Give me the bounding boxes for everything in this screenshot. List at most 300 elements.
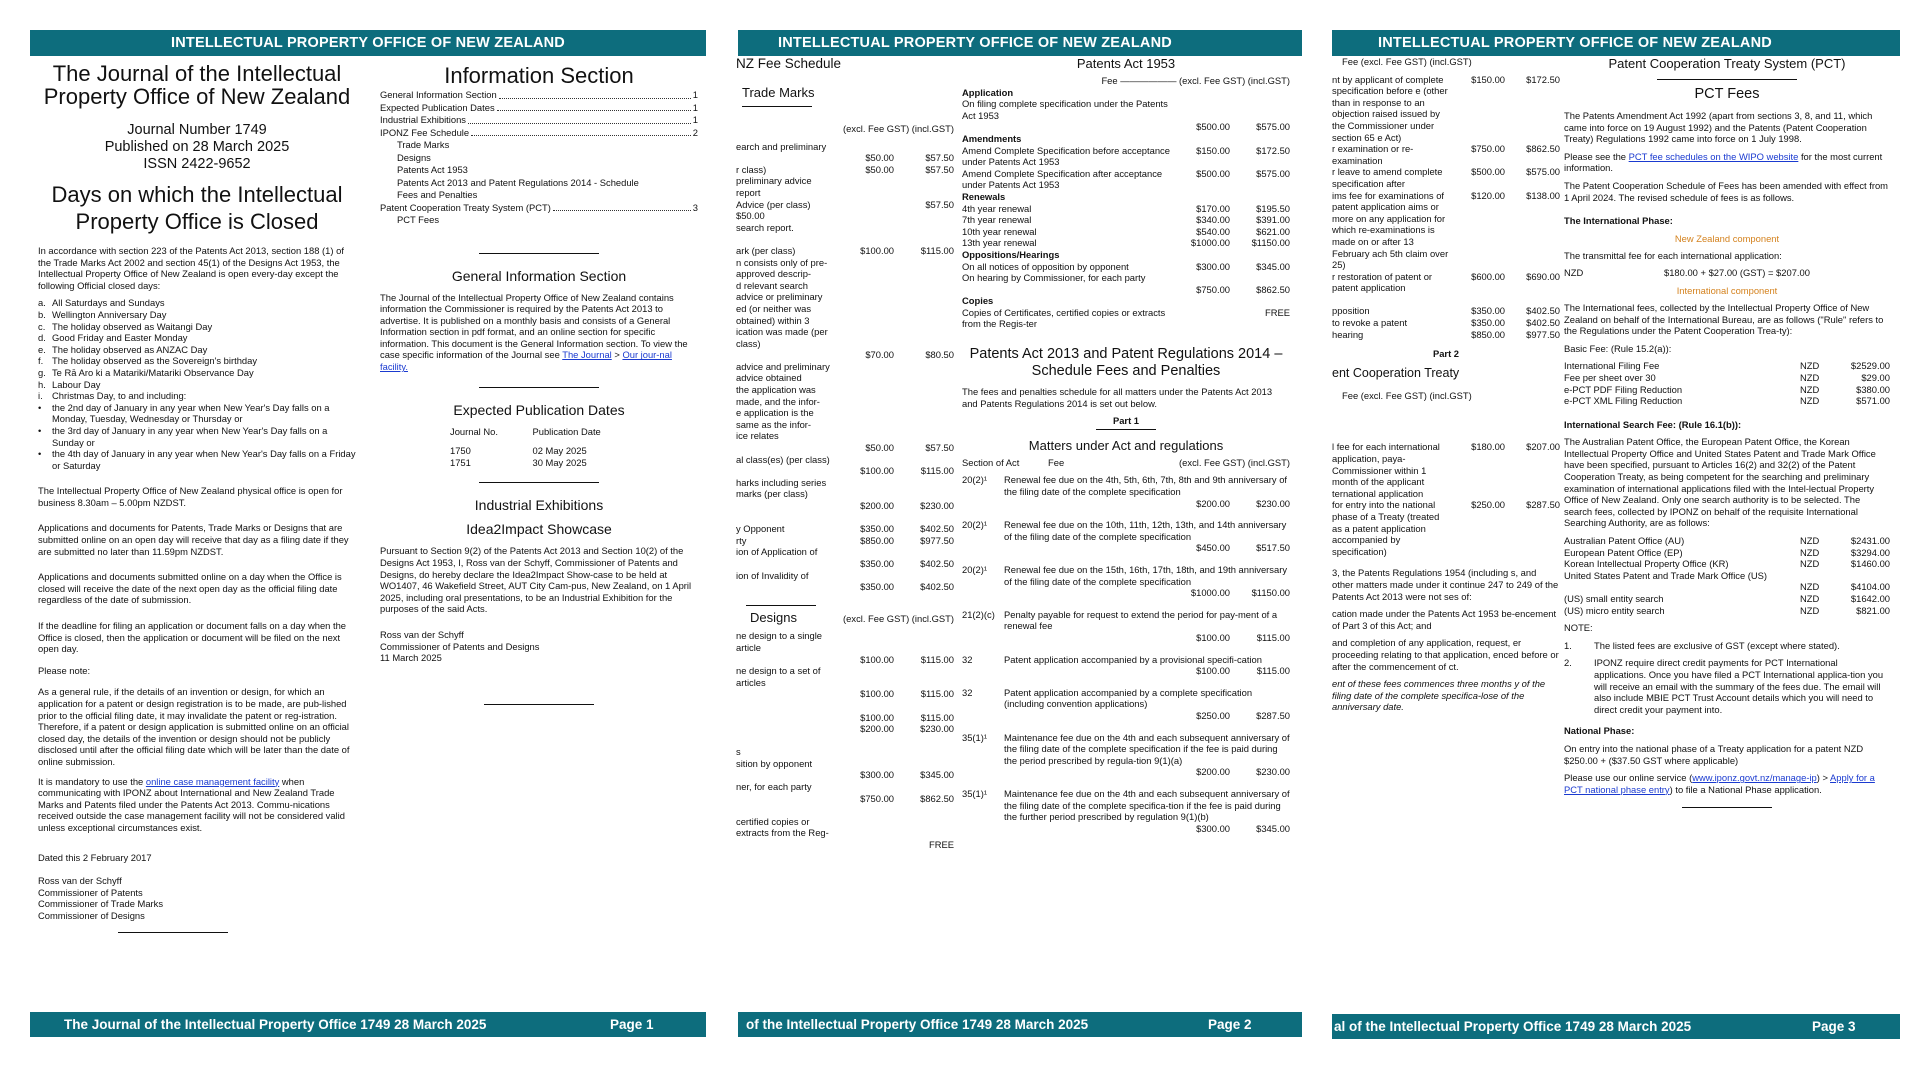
- fee-row: [736, 141, 954, 153]
- fee-incl-gst: [1230, 191, 1290, 203]
- page3-left-column: [1332, 56, 1560, 719]
- fee-description: for entry into the national phase of a Treaty (treated as a patent application accompanied by specification): [1332, 499, 1440, 557]
- notes: [1564, 640, 1890, 716]
- fee-description: d relevant search advice or preliminary: [736, 279, 823, 303]
- page-header: INTELLECTUAL PROPERTY OFFICE OF NEW ZEALAND: [738, 30, 1302, 56]
- trade-marks-title: Trade Marks: [742, 85, 815, 100]
- fee-row: [736, 512, 954, 524]
- fee-row: [736, 454, 954, 466]
- fee-description: r leave to amend complete specification after: [1332, 166, 1443, 189]
- list-marker: h.: [38, 378, 46, 390]
- page2-right-column: [962, 56, 1290, 844]
- divider: [746, 605, 816, 606]
- currency: NZD: [1800, 395, 1820, 407]
- fee-description: the application was made, and the infor-: [736, 384, 820, 407]
- fee-excl-gst: $150.00: [1471, 73, 1505, 85]
- fee-incl-gst: $402.50: [920, 523, 954, 535]
- toc-entry: [380, 189, 698, 202]
- fee-description: Copies: [962, 295, 994, 307]
- fee-excl-gst: $100.00: [860, 244, 894, 256]
- fee-row: [736, 222, 954, 234]
- fee-incl-gst: [1230, 133, 1290, 145]
- please-note: Please note:: [38, 664, 91, 676]
- apply-pct-national-phase-link[interactable]: Apply for a PCT national phase entry: [1564, 772, 1875, 795]
- note-number: 1.: [1564, 639, 1572, 651]
- fee-excl-gst: $200.00: [1196, 766, 1230, 778]
- closed-day-text: the 3rd day of January in any year when New Year's Day falls on a Sunday or: [52, 424, 328, 448]
- fee-row: [1564, 384, 1890, 396]
- currency: NZD: [1800, 581, 1820, 593]
- fee-description: r restoration of patent or patent application: [1332, 270, 1433, 294]
- fee-excl-gst: $200.00: [860, 723, 894, 735]
- fee-amount: $1642.00: [1850, 593, 1890, 604]
- fee-incl-gst: [894, 257, 954, 280]
- fee-label: (US) micro entity search: [1564, 604, 1665, 616]
- fee-excl-gst: $250.00: [1196, 709, 1230, 721]
- toc-entry: [380, 114, 698, 127]
- national-phase-text: On entry into the national phase of a Treaty application for a patent NZD $250.00 + ($37.50 GST where applicable): [1564, 742, 1864, 766]
- fee-incl-gst: [894, 233, 954, 245]
- fee-excl-gst: $100.00: [860, 711, 894, 723]
- fee-description: ne design to a set of articles: [736, 665, 821, 688]
- list-marker: i.: [38, 390, 43, 402]
- currency: NZD: [1800, 371, 1820, 383]
- page2-left-column: [736, 56, 954, 857]
- trade-marks-fees: [736, 141, 954, 593]
- page-footer: [738, 1012, 1302, 1037]
- fee-incl-gst: $345.00: [1256, 260, 1290, 272]
- fee-row: [962, 98, 1290, 121]
- fee-incl-gst: [894, 758, 954, 770]
- fee-row: [1564, 535, 1890, 547]
- fee-incl-gst: $230.00: [920, 723, 954, 735]
- fee-row: [962, 203, 1290, 215]
- fee-incl-gst: $862.50: [1256, 283, 1290, 295]
- list-marker: a.: [38, 297, 46, 309]
- fee-row: [962, 295, 1290, 307]
- fee-excl-gst: $50.00: [865, 442, 894, 454]
- fee-description: 7th year renewal: [962, 214, 1032, 226]
- toc-entry-title: PCT Fees: [397, 214, 440, 225]
- toc-entry-title: Designs: [397, 151, 431, 163]
- fee-description: Amend Complete Specification before acceptance under Patents Act 1953: [962, 144, 1170, 168]
- fee-row: [962, 121, 1290, 133]
- fee-excl-gst: [1170, 133, 1230, 145]
- fee-row: [962, 145, 1290, 168]
- fee-description: Copies of Certificates, certified copies or extracts from the Regis-ter: [962, 306, 1166, 330]
- fee-excl-gst: $350.00: [1471, 305, 1505, 317]
- fee-description: earch and preliminary: [736, 140, 827, 152]
- issn: ISSN 2422-9652: [143, 156, 251, 172]
- divider: [484, 704, 594, 705]
- search-fee-text: The Australian Patent Office, the European Patent Office, the Korean Intellectual Property Office and United States Patent and Trade Mark Office have been specified, pursuant to Articles 16(2) and 32(2) of the Patent Cooperation Treaty, as being competent for the searching and preliminary examination of international applications filed with the Intel-lectual Property Office of New Zealand. Only one search authority is to be selected. The search fees, collected by IPONZ on behalf of the requisite International Searching Authority, are as follows:: [1564, 436, 1876, 529]
- fee-incl-gst: [894, 735, 954, 747]
- list-marker: c.: [38, 320, 46, 332]
- fee-description: [736, 839, 834, 851]
- page1-left-column: [38, 62, 356, 939]
- table-cell: 1751: [450, 456, 471, 468]
- toc-entry-title: Patents Act 2013 and Patent Regulations 2014 - Schedule: [397, 176, 639, 188]
- fee-header: Fee (excl. Fee GST) (incl.GST): [1342, 389, 1472, 401]
- matters-description-block: [1004, 788, 1290, 834]
- closed-day-text: Te Rā Aro ki a Matariki/Matariki Observance Day: [52, 366, 254, 378]
- fee-row: [736, 199, 954, 222]
- patents-act-1953-title: Patents Act 1953: [1076, 56, 1176, 71]
- fee-excl-gst: $750.00: [1196, 283, 1230, 295]
- expected-publication-title: Expected Publication Dates: [453, 401, 625, 418]
- toc-page-number: 1: [692, 114, 698, 125]
- fee-incl-gst: [894, 175, 954, 198]
- fee-row: [736, 384, 954, 407]
- the-journal-link[interactable]: The Journal: [562, 349, 612, 361]
- toc-page-number: 2: [692, 126, 698, 138]
- intl-component-label: International component: [1676, 284, 1778, 296]
- table-row: [450, 445, 650, 457]
- closed-day-text: the 4th day of January in any year when New Year's Day falls on a Friday or Saturday: [52, 448, 356, 471]
- fee-description: ion of Invalidity of: [736, 569, 809, 581]
- fee-amount: $4104.00: [1850, 581, 1890, 593]
- fee-description: [736, 500, 834, 512]
- matters-description-block: [1004, 732, 1290, 778]
- fee-row: [962, 237, 1290, 249]
- closed-day-item: [38, 402, 356, 425]
- toc-entry-title: Industrial Exhibitions: [380, 114, 466, 125]
- note-label: NOTE:: [1564, 622, 1593, 634]
- fee-excl-gst: $600.00: [1471, 270, 1505, 282]
- fee-row: [736, 233, 954, 245]
- wipo-fee-schedules-link[interactable]: PCT fee schedules on the WIPO website: [1628, 150, 1799, 162]
- fee-excl-gst: [1170, 87, 1230, 99]
- fee-incl-gst: [894, 326, 954, 349]
- matters-header: Section of Act Fee (excl. Fee GST) (incl.GST): [962, 456, 1290, 468]
- fee-incl-gst: $862.50: [920, 792, 954, 804]
- fee-excl-gst: [1450, 294, 1505, 306]
- fee-description: nt by applicant of complete specification before e (other than in response to an objection raised issued by the Commissioner under section 65 e Act): [1332, 73, 1448, 143]
- list-marker: g.: [38, 366, 46, 378]
- fee-row: [1332, 74, 1560, 144]
- online-case-management-link[interactable]: online case management facility: [145, 775, 280, 787]
- fee-excl-gst: [834, 257, 894, 280]
- fee-incl-gst: [1230, 295, 1290, 307]
- fee-incl-gst: [894, 477, 954, 500]
- fee-excl-gst: [834, 303, 894, 326]
- signature-line: Commissioner of Patents: [38, 886, 143, 898]
- matters-description-block: [1004, 564, 1290, 599]
- fee-row: [1332, 166, 1560, 189]
- toc-entry: [380, 202, 698, 215]
- fee-incl-gst: $391.00: [1256, 214, 1290, 226]
- fee-incl-gst: [894, 430, 954, 442]
- fee-excl-gst: $340.00: [1196, 214, 1230, 226]
- fee-row: [736, 712, 954, 724]
- fee-description: ion of Application of: [736, 546, 818, 558]
- fee-description: r class): [736, 163, 767, 175]
- fee-incl-gst: $138.00: [1526, 189, 1560, 201]
- toc-entry-title: Fees and Penalties: [397, 189, 478, 200]
- fee-excl-gst: [834, 746, 894, 758]
- divider: [479, 387, 599, 388]
- fee-amount: $2529.00: [1850, 360, 1890, 372]
- matters-title: Matters under Act and regulations: [1028, 437, 1224, 453]
- fee-amount: $3294.00: [1850, 546, 1890, 558]
- fee-description: l fee for each international application, paya-Commissioner within 1 month of the applicant ternational application: [1332, 441, 1440, 499]
- fee-excl-gst: [834, 546, 894, 558]
- fee-row: [1564, 570, 1890, 582]
- fee-description: [736, 442, 834, 454]
- fee-row: [962, 249, 1290, 261]
- fee-description: [736, 712, 834, 724]
- fee-description: ice relates: [736, 430, 779, 442]
- fee-excl-gst: [834, 570, 894, 582]
- page-number: Page 3: [1812, 1019, 1856, 1034]
- fee-row: [962, 191, 1290, 203]
- days-closed-title: Days on which the Intellectual Property Office is Closed: [51, 182, 343, 234]
- matters-values: [1004, 542, 1290, 554]
- fee-row: [962, 133, 1290, 145]
- table-row: [450, 457, 650, 469]
- currency: NZD: [1800, 546, 1820, 558]
- fee-row: [736, 407, 954, 430]
- matters-values: [1004, 766, 1290, 778]
- fee-description: [736, 349, 834, 361]
- divider: [1657, 79, 1797, 80]
- toc-entry: [380, 177, 698, 190]
- fee-incl-gst: FREE: [928, 839, 954, 851]
- fee-excl-gst: [834, 477, 894, 500]
- fee-excl-gst: $180.00: [1471, 441, 1505, 453]
- fee-row: [736, 442, 954, 454]
- fee-row: [962, 226, 1290, 238]
- fee-incl-gst: $690.00: [1526, 270, 1560, 282]
- fee-row: [736, 152, 954, 164]
- list-marker: d.: [38, 332, 46, 344]
- fee-incl-gst: $575.00: [1526, 166, 1560, 178]
- fee-incl-gst: [894, 303, 954, 326]
- toc-entry-title: IPONZ Fee Schedule: [380, 126, 470, 138]
- toc-entry: [380, 89, 698, 102]
- fee-label: Australian Patent Office (AU): [1564, 535, 1685, 547]
- matters-description: Patent application accompanied by a provisional specifi-cation: [1004, 653, 1262, 665]
- footer-journal: al of the Intellectual Property Office 1749 28 March 2025: [1334, 1019, 1692, 1034]
- column-header: Publication Date: [532, 425, 601, 437]
- fee-row: [736, 303, 954, 326]
- online-service-text: Please use our online service (www.iponz.govt.nz/manage-ip) > Apply for a PCT national phase entry) to file a National Phase application.: [1564, 772, 1875, 795]
- expected-publication-table: [450, 426, 650, 469]
- fee-excl-gst: $850.00: [1471, 328, 1505, 340]
- toc-page-number: 1: [692, 101, 698, 113]
- closed-day-item: [38, 332, 356, 344]
- matters-row: [962, 732, 1290, 778]
- fee-description: ner, for each party: [736, 781, 812, 793]
- journal-number: Journal Number 1749: [127, 122, 267, 138]
- fee-row: [736, 361, 954, 384]
- fee-incl-gst: $172.50: [1256, 144, 1290, 156]
- fee-excl-gst: [1170, 249, 1230, 261]
- matters-description-block: [1004, 474, 1290, 509]
- fee-description: [1332, 294, 1450, 306]
- page-2: [730, 0, 1330, 1080]
- fee-description: hearing: [1332, 328, 1364, 340]
- fee-excl-gst: [834, 839, 894, 851]
- fee-row: [1332, 441, 1560, 499]
- fee-incl-gst: $621.00: [1256, 225, 1290, 237]
- fee-description: [736, 233, 834, 245]
- list-marker: •: [38, 424, 42, 436]
- matters-values: [1004, 665, 1290, 677]
- fee-row: [1332, 317, 1560, 329]
- page-1: [0, 0, 720, 1080]
- fee-description: pposition: [1332, 305, 1370, 317]
- fee-excl-gst: [1170, 307, 1230, 330]
- fee-amount: $380.00: [1856, 383, 1890, 395]
- fee-incl-gst: [894, 665, 954, 688]
- closed-day-text: The holiday observed as ANZAC Day: [52, 343, 208, 355]
- toc-entry-title: Patent Cooperation Treaty System (PCT): [380, 201, 551, 213]
- currency: NZD: [1800, 360, 1820, 372]
- fee-incl-gst: $575.00: [1256, 167, 1290, 179]
- fee-incl-gst: $115.00: [920, 653, 954, 665]
- fee-incl-gst: $345.00: [920, 769, 954, 781]
- fee-excl-gst: [834, 222, 894, 234]
- fee-row: [736, 535, 954, 547]
- fee-excl-gst: [834, 454, 894, 466]
- fee-incl-gst: [1230, 272, 1290, 284]
- basic-fee-label: Basic Fee: (Rule 15.2(a)):: [1564, 342, 1672, 354]
- fee-excl-gst: [834, 233, 894, 245]
- note-item: [1564, 640, 1890, 652]
- intl-fees-text: The International fees, collected by the Intellectual Property Office of New Zealand on behalf of the International Bureau, are as follows ("Rule" refers to the Regulations under the Patent Cooperation Trea-ty):: [1564, 301, 1884, 337]
- fee-excl-gst: $850.00: [860, 534, 894, 546]
- closed-day-item: [38, 379, 356, 391]
- iponz-manage-ip-link[interactable]: www.iponz.govt.nz/manage-ip: [1692, 772, 1817, 784]
- section-of-act: 20(2)¹: [962, 564, 988, 575]
- signature-line: Commissioner of Patents and Designs: [380, 640, 540, 652]
- matters-row: [962, 654, 1290, 677]
- page-header: INTELLECTUAL PROPERTY OFFICE OF NEW ZEALAND: [30, 30, 706, 56]
- fee-row: [1332, 329, 1560, 341]
- international-phase-title: The International Phase:: [1564, 215, 1673, 227]
- fee-incl-gst: $230.00: [920, 500, 954, 511]
- fee-incl-gst: [894, 454, 954, 466]
- fee-excl-gst: [834, 199, 894, 222]
- fee-excl-gst: $100.00: [860, 688, 894, 700]
- fee-description: [736, 688, 834, 700]
- fee-label: United States Patent and Trade Mark Office (US): [1564, 569, 1768, 581]
- fee-label: Fee per sheet over 30: [1564, 371, 1656, 383]
- fee-excl-gst: $150.00: [1196, 144, 1230, 156]
- section-of-act: 32: [962, 686, 973, 698]
- fee-row: [736, 477, 954, 500]
- fee-incl-gst: $207.00: [1526, 441, 1560, 453]
- fee-row: [736, 735, 954, 747]
- closed-day-item: [38, 344, 356, 356]
- basic-fees: [1564, 360, 1890, 406]
- signature-line: Ross van der Schyff: [38, 875, 122, 887]
- page-footer: [1332, 1014, 1900, 1039]
- para-mandatory: It is mandatory to use the online case management facility when communicating with IPONZ about International and New Zealand Trade Marks and Patents filed under the Patents Act 2013. Commu-nications received outside the case management facility will not be considered valid unless exceptional circumstances exist.: [38, 775, 345, 833]
- fee-description: [736, 804, 834, 816]
- fee-excl-gst: [834, 326, 894, 349]
- currency: NZD: [1800, 383, 1820, 395]
- fee-row: [736, 746, 954, 758]
- footer-journal: The Journal of the Intellectual Property Office 1749 28 March 2025: [64, 1017, 487, 1032]
- matters-row: [962, 788, 1290, 834]
- fee-incl-gst: $115.00: [1256, 665, 1290, 677]
- fee-row: [736, 465, 954, 477]
- toc-dots: [497, 102, 691, 112]
- fee-label: European Patent Office (EP): [1564, 546, 1683, 558]
- list-marker: f.: [38, 355, 44, 367]
- fee-excl-gst: $170.00: [1196, 202, 1230, 214]
- list-marker: e.: [38, 343, 46, 355]
- note-item: [1564, 657, 1890, 715]
- fee-amount: $571.00: [1856, 395, 1890, 407]
- fee-incl-gst: [894, 222, 954, 234]
- fee-header: Fee —————— (excl. Fee GST) (incl.GST): [1101, 75, 1290, 86]
- closed-day-item: [38, 448, 356, 471]
- fee-incl-gst: $57.50: [925, 163, 954, 175]
- fee-description: s: [736, 746, 741, 758]
- closed-days-list: [38, 297, 356, 471]
- fee-row: [736, 245, 954, 257]
- closed-day-text: Good Friday and Easter Monday: [52, 332, 188, 344]
- fee-excl-gst: $350.00: [1471, 317, 1505, 329]
- fee-excl-gst: $50.00: [865, 152, 894, 164]
- section-of-act: 35(1)¹: [962, 731, 988, 743]
- fee-incl-gst: $345.00: [1256, 822, 1290, 834]
- matters-description-block: [1004, 687, 1290, 722]
- page3-right-column: [1564, 56, 1890, 822]
- fee-excl-gst: $350.00: [860, 581, 894, 593]
- fee-incl-gst: $575.00: [1256, 121, 1290, 133]
- fee-incl-gst: $402.50: [920, 581, 954, 593]
- fee-row: [1332, 305, 1560, 317]
- closed-day-item: [38, 321, 356, 333]
- fee-incl-gst: [894, 746, 954, 758]
- fee-excl-gst: [1170, 191, 1230, 203]
- note-number: 2.: [1564, 657, 1572, 669]
- section-of-act: 20(2)¹: [962, 474, 988, 486]
- matters-description: Renewal fee due on the 10th, 11th, 12th, 13th, and 14th anniversary of the filing date of the complete specification: [1004, 519, 1287, 542]
- fee-excl-gst: [834, 407, 894, 430]
- fee-row: [736, 280, 954, 303]
- fee-excl-gst: $450.00: [1196, 542, 1230, 554]
- fee-description: Amendments: [962, 132, 1022, 144]
- fee-description: Renewals: [962, 190, 1006, 202]
- note-text: IPONZ require direct credit payments for PCT International applications. Once you have filed a PCT International applica-tion you will receive an email with the summary of the fees due. The email will also include MBIE PCT Trust Account details which you will need to direct credit your payment into.: [1594, 657, 1884, 715]
- fee-excl-gst: [1170, 98, 1230, 121]
- fee-description: Oppositions/Hearings: [962, 248, 1060, 260]
- fee-description: 4th year renewal: [962, 202, 1032, 214]
- office-hours: The Intellectual Property Office of New Zealand physical office is open for business 8.30am – 5.00pm NZDST.: [38, 485, 343, 508]
- fee-row: [736, 164, 954, 176]
- days-intro: In accordance with section 223 of the Patents Act 2013, section 188 (1) of the Trade Marks Act 2002 and section 45(1) of the Designs Act 1953, the Intellectual Property Office of New Zealand is open every-day except the following Official closed days:: [38, 245, 344, 291]
- fee-excl-gst: [834, 280, 894, 303]
- fee-incl-gst: [894, 816, 954, 839]
- fee-excl-gst: [834, 665, 894, 688]
- fee-row: [1564, 395, 1890, 407]
- our-journal-facility-link[interactable]: Our jour-nal facility.: [380, 349, 672, 373]
- fee-excl-gst: $350.00: [860, 557, 894, 569]
- fee-excl-gst: $540.00: [1196, 225, 1230, 237]
- fee-row: [736, 326, 954, 349]
- fee-incl-gst: [894, 407, 954, 430]
- fee-row: [736, 430, 954, 442]
- pct-system-title: Patent Cooperation Treaty System (PCT): [1608, 56, 1846, 71]
- matters-values: [1004, 823, 1290, 835]
- fee-excl-gst: $100.00: [1196, 631, 1230, 643]
- national-phase-title: National Phase:: [1564, 725, 1635, 737]
